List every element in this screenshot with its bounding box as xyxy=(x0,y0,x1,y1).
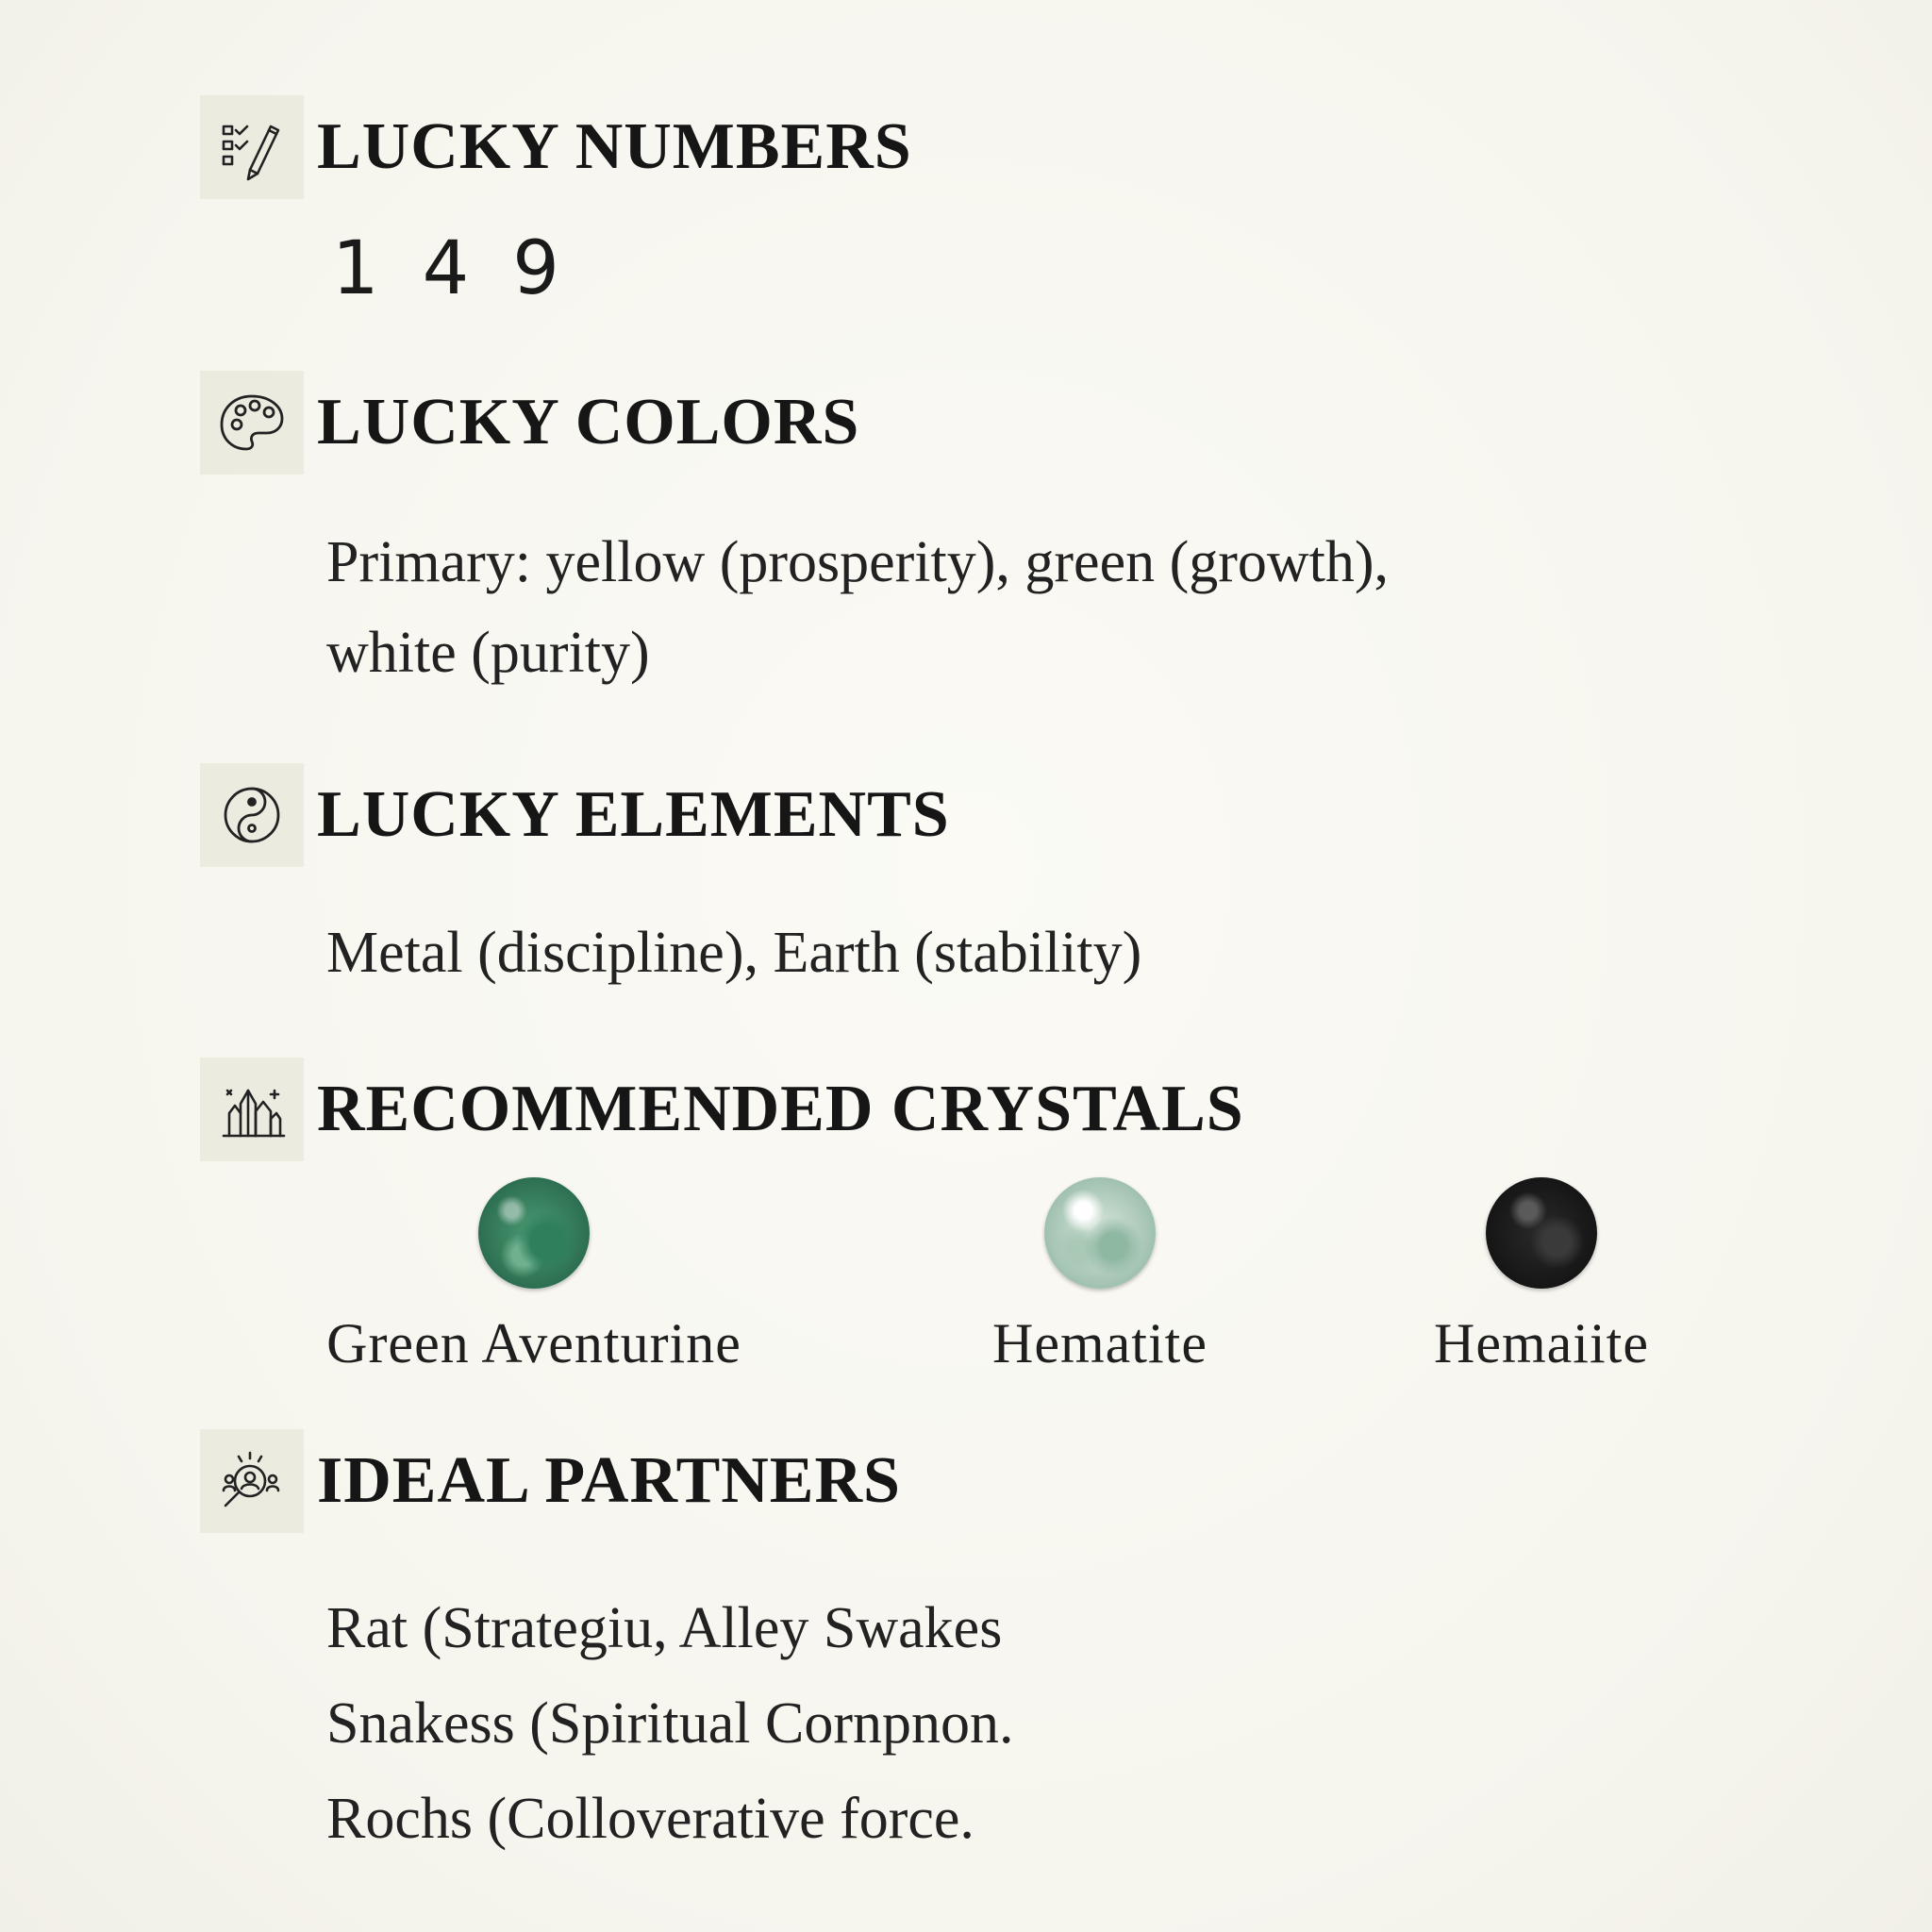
lucky-number: 1 xyxy=(332,226,379,311)
lucky-number: 9 xyxy=(512,226,559,311)
section-title: RECOMMENDED CRYSTALS xyxy=(317,1073,1244,1145)
lucky-elements-header xyxy=(200,762,950,868)
crystal-list xyxy=(0,1177,1932,1385)
checklist-pencil-icon xyxy=(200,95,304,199)
crystal-item xyxy=(270,1177,798,1376)
hematite-black-stone xyxy=(1486,1177,1597,1289)
lucky-numbers-header xyxy=(200,94,912,200)
green-aventurine-stone xyxy=(478,1177,590,1289)
crystal-label: Hemaiite xyxy=(1434,1312,1649,1374)
lucky-colors-text xyxy=(326,517,1389,698)
crystal-label: Hematite xyxy=(992,1312,1208,1374)
crystal-cluster-icon xyxy=(200,1058,304,1161)
crystal-label: Green Aventurine xyxy=(326,1312,741,1374)
ideal-partners-text xyxy=(326,1581,1013,1867)
section-title: LUCKY ELEMENTS xyxy=(317,778,950,851)
text-line: Primary: yellow (prosperity), green (growth), xyxy=(326,530,1390,594)
ideal-partners-header xyxy=(200,1428,901,1534)
crystal-item xyxy=(1277,1177,1806,1376)
lucky-colors-header xyxy=(200,370,859,475)
lucky-elements-text: Metal (discipline), Earth (stability) xyxy=(326,921,1142,985)
lucky-number: 4 xyxy=(422,226,470,311)
text-line: Snakess (Spiritual Cornpnon. xyxy=(326,1691,1014,1756)
text-line: Rochs (Colloverative force. xyxy=(326,1787,974,1851)
lucky-numbers-list xyxy=(332,226,559,311)
hematite-stone xyxy=(1044,1177,1156,1289)
recommended-crystals-header xyxy=(200,1057,1244,1162)
section-title: IDEAL PARTNERS xyxy=(317,1444,901,1517)
text-line: Rat (Strategiu, Alley Swakes xyxy=(326,1596,1003,1660)
section-title: LUCKY COLORS xyxy=(317,386,860,458)
yin-yang-icon xyxy=(200,763,304,867)
magnifier-people-icon xyxy=(200,1429,304,1533)
text-line: white (purity) xyxy=(326,621,650,685)
section-title: LUCKY NUMBERS xyxy=(317,110,912,183)
palette-icon xyxy=(200,371,304,475)
